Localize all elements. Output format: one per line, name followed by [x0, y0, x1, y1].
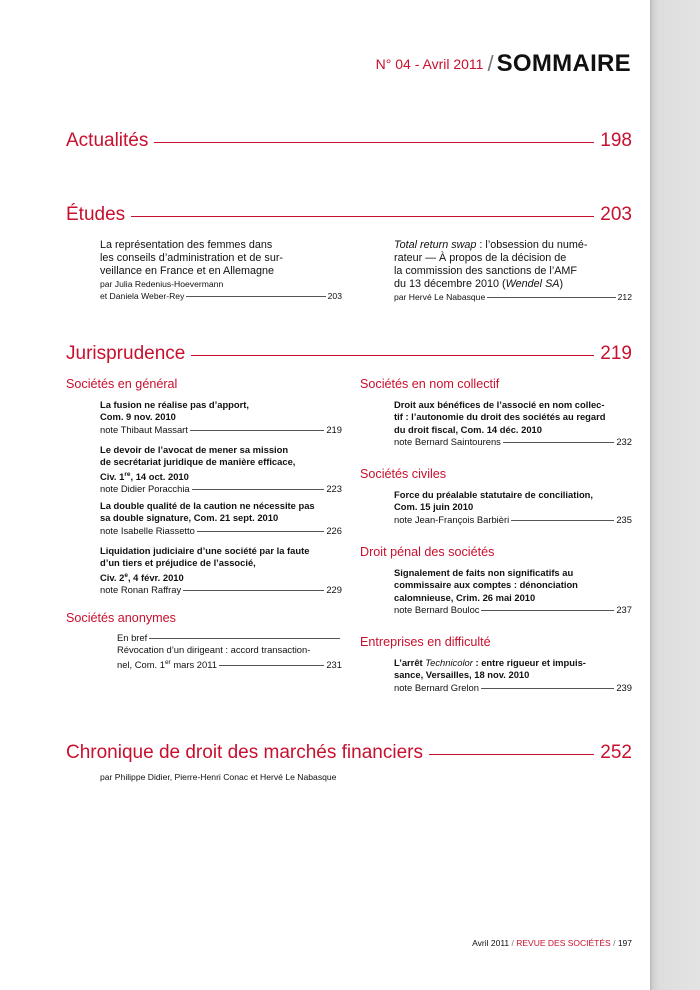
- entry-page: 223: [326, 483, 342, 495]
- entry-author: par Hervé Le Nabasque: [394, 292, 486, 302]
- entry-title-line: [100, 469, 342, 483]
- toc-entry-technicolor[interactable]: [394, 657, 632, 694]
- entry-note: note Bernard Bouloc: [394, 603, 480, 615]
- entry-title-pre: Civ. 1: [100, 470, 125, 482]
- entry-page: 229: [326, 584, 342, 596]
- entry-page: 232: [616, 435, 632, 447]
- entry-en-bref: En bref: [117, 632, 148, 643]
- entry-page: 203: [327, 291, 342, 301]
- entry-title-sup: er: [164, 658, 171, 666]
- subhead-nom-collectif: Sociétés en nom collectif: [360, 377, 500, 391]
- entry-title-line: [394, 278, 632, 291]
- leader-rule: [131, 216, 594, 217]
- entry-note-row: [394, 682, 632, 694]
- subhead-societes-general: Sociétés en général: [66, 377, 178, 391]
- footer-date: Avril 2011: [472, 938, 510, 948]
- entry-title-line: rateur — À propos de la décision de: [394, 252, 567, 264]
- entry-title-line: Force du préalable statutaire de conciliation,: [394, 489, 594, 500]
- subhead-entreprises-difficulte: Entreprises en difficulté: [360, 635, 491, 649]
- toc-entry-total-return-swap[interactable]: [394, 239, 632, 303]
- issue-label: N° 04 - Avril 2011: [375, 56, 484, 72]
- footer-separator: /: [610, 938, 618, 948]
- entry-title-post: : entre rigueur et impuis-: [472, 657, 586, 668]
- entry-title-line: sance, Versailles, 18 nov. 2010: [394, 669, 530, 681]
- entry-page: 219: [326, 423, 342, 435]
- entry-title-line: [117, 657, 217, 671]
- entry-note-row: [100, 483, 342, 495]
- entry-note: note Thibaut Massart: [100, 423, 188, 435]
- entry-title-line: sa double signature, Com. 21 sept. 2010: [100, 512, 279, 524]
- entry-author-row: [100, 290, 342, 302]
- entry-note-row: [394, 436, 632, 448]
- entry-title-line: [394, 657, 632, 669]
- entry-title-post: , 4 févr. 2010: [127, 571, 184, 583]
- entry-note: note Bernard Grelon: [394, 681, 479, 693]
- chronique-byline: par Philippe Didier, Pierre-Henri Conac et Hervé Le Nabasque: [100, 772, 337, 782]
- dotted-leader: [192, 489, 325, 490]
- subhead-societes-civiles: Sociétés civiles: [360, 467, 447, 481]
- entry-title-italic: Total return swap: [394, 239, 477, 251]
- section-title: Actualités: [66, 130, 149, 151]
- entry-title-line: [100, 570, 342, 584]
- section-page: 203: [600, 204, 632, 225]
- entry-note-row: [100, 525, 342, 537]
- toc-entry-conciliation[interactable]: [394, 489, 632, 526]
- dotted-leader: [183, 590, 324, 591]
- entry-title-post: , 14 oct. 2010: [130, 470, 189, 482]
- entry-page: 212: [617, 292, 632, 302]
- entry-title-line: du droit fiscal, Com. 14 déc. 2010: [394, 423, 542, 435]
- entry-title-pre: Civ. 2: [100, 571, 125, 583]
- entry-title-line: tif : l’autonomie du droit des sociétés au regard: [394, 411, 606, 423]
- entry-page: 239: [616, 681, 632, 693]
- toc-entry-en-bref[interactable]: [117, 632, 342, 671]
- entry-note-row: [394, 514, 632, 526]
- toc-entry-liquidation[interactable]: [100, 545, 342, 596]
- entry-title-line: Droit aux bénéfices de l’associé en nom collec-: [394, 399, 605, 410]
- section-title: Chronique de droit des marchés financiers: [66, 742, 423, 763]
- entry-title-line: les conseils d’administration et de sur-: [100, 252, 284, 264]
- dotted-leader: [481, 610, 614, 611]
- entry-title-line: Révocation d’un dirigeant : accord transaction-: [117, 644, 311, 656]
- entry-title-sup: re: [124, 470, 131, 478]
- leader-rule: [429, 754, 594, 755]
- dotted-leader: [149, 638, 340, 639]
- dotted-leader: [481, 688, 614, 689]
- entry-title-line: d’un tiers et préjudice de l’associé,: [100, 557, 256, 569]
- entry-title-line: La double qualité de la caution ne nécessite pas: [100, 500, 315, 511]
- entry-title-italic: Technicolor: [425, 657, 473, 668]
- section-actualites[interactable]: [66, 130, 632, 152]
- header-slash: /: [487, 51, 494, 76]
- entry-title-post: mars 2011: [170, 658, 217, 670]
- dotted-leader: [487, 297, 615, 298]
- section-etudes[interactable]: [66, 204, 632, 226]
- toc-entry-signalement[interactable]: [394, 567, 632, 616]
- page-edge-margin: [650, 0, 700, 990]
- toc-entry-avocat[interactable]: [100, 444, 342, 495]
- entry-note: note Ronan Raffray: [100, 584, 182, 596]
- dotted-leader: [186, 296, 325, 297]
- entry-title-line: Liquidation judiciaire d’une société par la faute: [100, 545, 310, 556]
- entry-note: note Jean-François Barbièri: [394, 513, 510, 525]
- entry-title-post: ): [559, 278, 564, 290]
- entry-title-line: veillance en France et en Allemagne: [100, 265, 275, 277]
- section-title: Jurisprudence: [66, 343, 186, 364]
- entry-title-line: La représentation des femmes dans: [100, 239, 273, 251]
- dotted-leader: [219, 665, 324, 666]
- section-chronique[interactable]: [66, 742, 632, 764]
- entry-title-line: commissaire aux comptes : dénonciation: [394, 579, 578, 591]
- leader-rule: [191, 355, 594, 356]
- entry-page: 231: [326, 658, 342, 670]
- entry-note: note Bernard Saintourens: [394, 435, 501, 447]
- entry-title-line: de secrétariat juridique de manière efficace,: [100, 456, 296, 468]
- entry-title-pre: du 13 décembre 2010 (: [394, 278, 506, 290]
- entry-page: 237: [616, 603, 632, 615]
- entry-note: note Isabelle Riassetto: [100, 524, 195, 536]
- entry-page: 235: [616, 513, 632, 525]
- entry-title-line: La fusion ne réalise pas d’apport,: [100, 399, 249, 410]
- section-page: 252: [600, 742, 632, 763]
- section-page: 219: [600, 343, 632, 364]
- entry-author-row: [394, 291, 632, 303]
- toc-entry-benefices[interactable]: [394, 399, 632, 448]
- entry-note-row: [100, 584, 342, 596]
- entry-title-italic: Wendel SA: [505, 278, 560, 290]
- dotted-leader: [197, 531, 324, 532]
- toc-entry-femmes[interactable]: [100, 239, 342, 302]
- entry-title-line: calomnieuse, Crim. 26 mai 2010: [394, 591, 536, 603]
- entry-author: et Daniela Weber-Rey: [100, 291, 185, 301]
- entry-page: 226: [326, 524, 342, 536]
- entry-title-line: Signalement de faits non significatifs au: [394, 567, 574, 578]
- subhead-societes-anonymes: Sociétés anonymes: [66, 611, 176, 625]
- entry-author: par Julia Redenius-Hoevermann: [100, 279, 224, 289]
- section-page: 198: [600, 130, 632, 151]
- section-jurisprudence[interactable]: [66, 343, 632, 365]
- toc-entry-fusion[interactable]: [100, 399, 342, 436]
- entry-title-row: [117, 657, 342, 671]
- entry-title-line: la commission des sanctions de l’AMF: [394, 265, 578, 277]
- dotted-leader: [511, 520, 614, 521]
- dotted-leader: [190, 430, 324, 431]
- section-title: Études: [66, 204, 126, 225]
- entry-title-pre: nel, Com. 1: [117, 658, 165, 670]
- entry-note-row: [394, 604, 632, 616]
- footer-page-number: 197: [617, 938, 632, 948]
- page-header: [376, 50, 631, 78]
- entry-title-line: Com. 9 nov. 2010: [100, 411, 176, 423]
- footer-journal: REVUE DES SOCIÉTÉS: [516, 938, 611, 948]
- dotted-leader: [503, 442, 615, 443]
- leader-rule: [154, 142, 594, 143]
- subhead-droit-penal: Droit pénal des sociétés: [360, 545, 495, 559]
- page-footer: [472, 938, 632, 948]
- entry-note: note Didier Poracchia: [100, 483, 190, 495]
- entry-note-row: [100, 424, 342, 436]
- page-title: SOMMAIRE: [496, 50, 631, 77]
- entry-title-sup: e: [124, 571, 128, 579]
- entry-title-rest: : l’obsession du numé-: [476, 239, 588, 251]
- entry-en-bref-row: [117, 632, 342, 644]
- entry-title-pre: L’arrêt: [394, 657, 426, 668]
- toc-entry-caution[interactable]: [100, 500, 342, 537]
- footer-separator: /: [509, 938, 517, 948]
- entry-title-line: Le devoir de l’avocat de mener sa mission: [100, 444, 289, 455]
- entry-title-line: Com. 15 juin 2010: [394, 501, 474, 513]
- entry-title-line: [394, 239, 632, 252]
